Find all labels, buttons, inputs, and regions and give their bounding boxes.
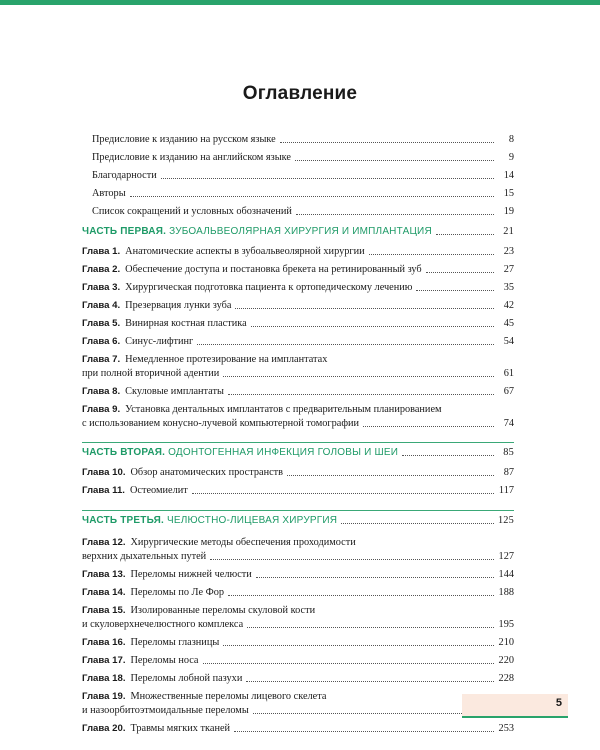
- chapter-page: 195: [498, 619, 514, 630]
- part-title: ЗУБОАЛЬВЕОЛЯРНАЯ ХИРУРГИЯ И ИМПЛАНТАЦИЯ: [169, 226, 432, 237]
- part-separator: [82, 510, 514, 511]
- dot-leader: [296, 214, 494, 215]
- part-title: ОДОНТОГЕННАЯ ИНФЕКЦИЯ ГОЛОВЫ И ШЕИ: [168, 447, 399, 458]
- chapter-label: Глава 6.: [82, 336, 121, 347]
- chapter-title: Переломы лобной пазухи: [130, 673, 243, 684]
- toc-chapter-entry: [82, 690, 514, 717]
- chapter-title-part-1: Немедленное протезирование на имплантатах: [125, 354, 328, 365]
- dot-leader: [280, 142, 494, 143]
- chapter-title: Травмы мягких тканей: [130, 723, 231, 734]
- chapter-title-line-2: [82, 417, 514, 430]
- chapter-title-line-2: [82, 550, 514, 563]
- dot-leader: [246, 681, 494, 682]
- toc-chapter-entry: [82, 466, 514, 479]
- toc-front-entry: [82, 133, 514, 146]
- toc-chapter-entry: [82, 654, 514, 667]
- toc-chapter-entry: [82, 245, 514, 258]
- chapter-label: Глава 12.: [82, 537, 126, 548]
- chapter-title: Синус-лифтинг: [125, 336, 194, 347]
- part-page: 125: [497, 515, 514, 526]
- page-number: 5: [555, 697, 562, 709]
- toc-chapter-entry: [82, 281, 514, 294]
- part-separator: [82, 442, 514, 443]
- chapter-title-line-2: [82, 618, 514, 631]
- chapter-label: Глава 7.: [82, 354, 121, 365]
- dot-leader: [223, 376, 494, 377]
- chapter-label: Глава 5.: [82, 318, 121, 329]
- part-page: 21: [503, 226, 514, 237]
- chapter-title: Переломы по Ле Фор: [130, 587, 225, 598]
- chapter-title-part-2: с использованием конусно-лучевой компьютерной томографии: [82, 418, 360, 429]
- dot-leader: [130, 196, 494, 197]
- part-heading: [82, 514, 514, 527]
- toc-front-entry: [82, 187, 514, 200]
- chapter-title: Презервация лунки зуба: [125, 300, 232, 311]
- chapter-title-part-1: Установка дентальных имплантатов с предварительным планированием: [125, 404, 442, 415]
- toc-front-entry: [82, 151, 514, 164]
- chapter-page: 23: [503, 246, 514, 257]
- dot-leader: [341, 523, 494, 524]
- chapter-title: Хирургическая подготовка пациента к ортопедическому лечению: [125, 282, 413, 293]
- part-title: ЧЕЛЮСТНО-ЛИЦЕВАЯ ХИРУРГИЯ: [166, 515, 338, 526]
- chapter-title-part-1: Хирургические методы обеспечения проходимости: [130, 537, 356, 548]
- toc-chapter-entry: [82, 586, 514, 599]
- page-title: Оглавление: [242, 83, 358, 104]
- part-heading: [82, 225, 514, 238]
- chapter-label: Глава 14.: [82, 587, 126, 598]
- chapter-page: 220: [498, 655, 514, 666]
- part-label: ЧАСТЬ ПЕРВАЯ.: [82, 226, 167, 237]
- page-number-underline: [462, 716, 568, 718]
- entry-page: 15: [503, 188, 514, 199]
- dot-leader: [203, 663, 494, 664]
- chapter-title-part-2: и назоорбитоэтмоидальные переломы: [82, 705, 249, 716]
- toc-chapter-entry: [82, 403, 514, 430]
- entry-page: 19: [503, 206, 514, 217]
- chapter-title-line-1: [82, 690, 514, 703]
- chapter-page: 54: [503, 336, 514, 347]
- chapter-title: Обзор анатомических пространств: [130, 467, 284, 478]
- chapter-title: Остеомиелит: [129, 485, 188, 496]
- chapter-page: 45: [503, 318, 514, 329]
- chapter-title-part-1: Изолированные переломы скуловой кости: [130, 605, 316, 616]
- chapter-label: Глава 10.: [82, 467, 126, 478]
- dot-leader: [369, 254, 494, 255]
- dot-leader: [247, 627, 494, 628]
- dot-leader: [234, 731, 494, 732]
- toc-chapter-entry: [82, 672, 514, 685]
- dot-leader: [223, 645, 494, 646]
- toc-chapter-entry: [82, 484, 514, 497]
- dot-leader: [161, 178, 494, 179]
- entry-title: Предисловие к изданию на английском языке: [92, 152, 291, 163]
- chapter-title-part-1: Множественные переломы лицевого скелета: [130, 691, 327, 702]
- chapter-title: Скуловые имплантаты: [125, 386, 224, 397]
- chapter-title-part-2: верхних дыхательных путей: [82, 551, 207, 562]
- chapter-page: 117: [498, 485, 514, 496]
- chapter-title-line-1: [82, 353, 514, 366]
- chapter-title-line-1: [82, 536, 514, 549]
- chapter-label: Глава 19.: [82, 691, 126, 702]
- dot-leader: [192, 493, 494, 494]
- chapter-page: 210: [498, 637, 514, 648]
- chapter-label: Глава 1.: [82, 246, 121, 257]
- chapter-page: 74: [503, 418, 514, 429]
- toc-chapter-entry: [82, 385, 514, 398]
- toc-chapter-entry: [82, 263, 514, 276]
- chapter-label: Глава 15.: [82, 605, 126, 616]
- chapter-title-part-2: при полной вторичной адентии: [82, 368, 220, 379]
- chapter-page: 228: [498, 673, 514, 684]
- toc-chapter-entry: [82, 536, 514, 563]
- chapter-title-line-1: [82, 403, 514, 416]
- chapter-label: Глава 20.: [82, 723, 126, 734]
- dot-leader: [363, 426, 494, 427]
- entry-title: Предисловие к изданию на русском языке: [92, 134, 276, 145]
- dot-leader: [402, 455, 494, 456]
- chapter-title-line-1: [82, 604, 514, 617]
- chapter-label: Глава 3.: [82, 282, 121, 293]
- chapter-label: Глава 4.: [82, 300, 121, 311]
- chapter-title: Анатомические аспекты в зубоальвеолярной хирургии: [125, 246, 365, 257]
- dot-leader: [210, 559, 494, 560]
- chapter-title-line-2: [82, 367, 514, 380]
- chapter-page: 127: [498, 551, 514, 562]
- toc-chapter-entry: [82, 604, 514, 631]
- part-heading: [82, 446, 514, 459]
- chapter-title: Винирная костная пластика: [125, 318, 247, 329]
- dot-leader: [228, 595, 494, 596]
- dot-leader: [426, 272, 494, 273]
- chapter-label: Глава 18.: [82, 673, 126, 684]
- chapter-page: 188: [498, 587, 514, 598]
- entry-title: Благодарности: [92, 170, 157, 181]
- chapter-page: 42: [503, 300, 514, 311]
- entry-page: 14: [503, 170, 514, 181]
- chapter-label: Глава 8.: [82, 386, 121, 397]
- toc-chapter-entry: [82, 317, 514, 330]
- chapter-page: 253: [498, 723, 514, 734]
- dot-leader: [251, 326, 494, 327]
- toc-chapter-entry: [82, 636, 514, 649]
- chapter-page: 61: [503, 368, 514, 379]
- toc-chapter-entry: [82, 335, 514, 348]
- entry-page: 9: [508, 152, 514, 163]
- toc-chapter-entry: [82, 568, 514, 581]
- part-label: ЧАСТЬ ВТОРАЯ.: [82, 447, 166, 458]
- dot-leader: [436, 234, 494, 235]
- chapter-label: Глава 9.: [82, 404, 121, 415]
- dot-leader: [287, 475, 494, 476]
- dot-leader: [197, 344, 494, 345]
- entry-title: Список сокращений и условных обозначений: [92, 206, 292, 217]
- top-accent-bar: [0, 0, 600, 5]
- chapter-title: Переломы носа: [130, 655, 199, 666]
- chapter-title: Переломы глазницы: [130, 637, 220, 648]
- toc-chapter-entry: [82, 722, 514, 735]
- chapter-page: 144: [498, 569, 514, 580]
- part-label: ЧАСТЬ ТРЕТЬЯ.: [82, 515, 164, 526]
- chapter-page: 35: [503, 282, 514, 293]
- chapter-page: 67: [503, 386, 514, 397]
- chapter-page: 87: [503, 467, 514, 478]
- chapter-label: Глава 17.: [82, 655, 126, 666]
- dot-leader: [228, 394, 494, 395]
- chapter-label: Глава 16.: [82, 637, 126, 648]
- toc-chapter-entry: [82, 299, 514, 312]
- chapter-label: Глава 13.: [82, 569, 126, 580]
- chapter-title-part-2: и скуловерхнечелюстного комплекса: [82, 619, 244, 630]
- dot-leader: [253, 713, 494, 714]
- toc-front-entry: [82, 169, 514, 182]
- entry-title: Авторы: [92, 188, 126, 199]
- chapter-title-line-2: [82, 704, 514, 717]
- part-page: 85: [503, 447, 514, 458]
- chapter-label: Глава 11.: [82, 485, 125, 496]
- toc-chapter-entry: [82, 353, 514, 380]
- dot-leader: [295, 160, 494, 161]
- dot-leader: [235, 308, 494, 309]
- chapter-title: Переломы нижней челюсти: [130, 569, 252, 580]
- dot-leader: [256, 577, 494, 578]
- toc-front-entry: [82, 205, 514, 218]
- chapter-page: 27: [503, 264, 514, 275]
- dot-leader: [416, 290, 494, 291]
- chapter-label: Глава 2.: [82, 264, 121, 275]
- chapter-title: Обеспечение доступа и постановка брекета на ретинированный зуб: [125, 264, 422, 275]
- entry-page: 8: [508, 134, 514, 145]
